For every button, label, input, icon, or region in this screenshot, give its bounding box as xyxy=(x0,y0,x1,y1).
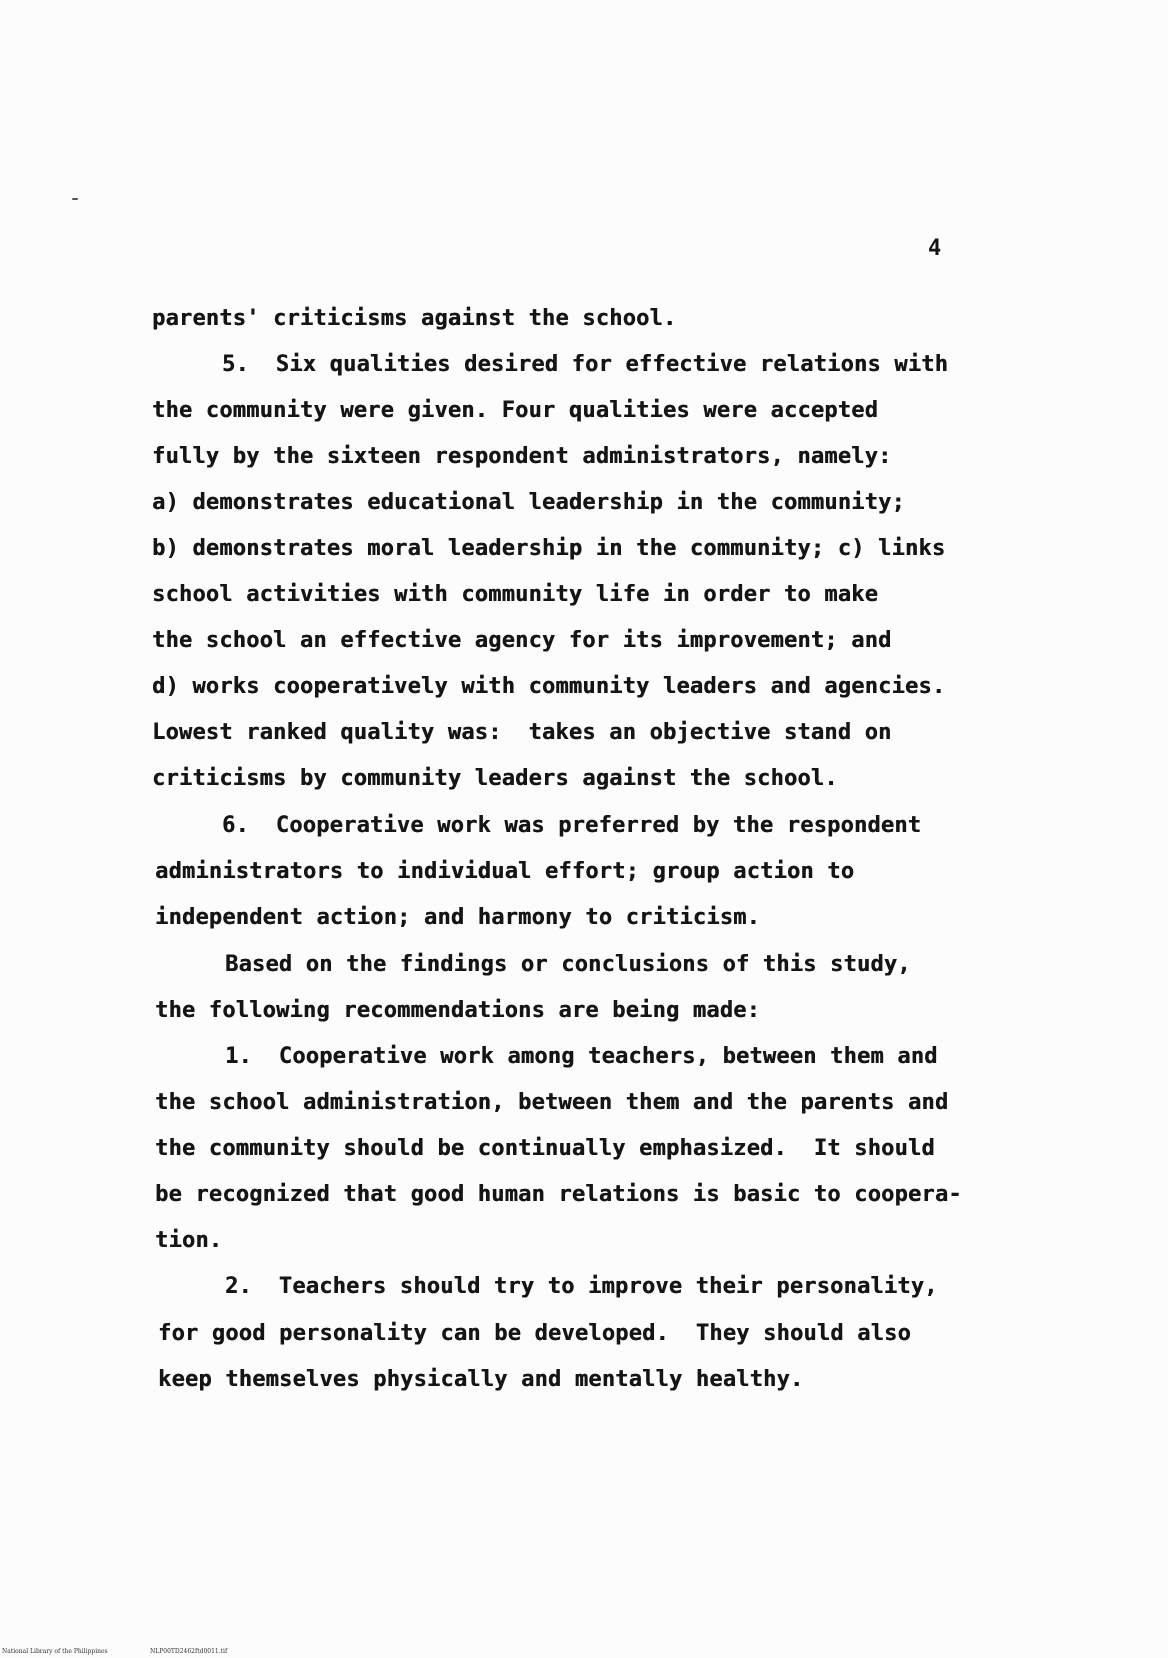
text-line: fully by the sixteen respondent administrators, namely: xyxy=(152,444,892,469)
text-line: be recognized that good human relations is basic to coopera- xyxy=(155,1182,962,1207)
footer-file-id: NLP00TD2462ftd0011.tif xyxy=(150,1648,228,1655)
text-line: 1. Cooperative work among teachers, between them and xyxy=(225,1044,938,1069)
text-line: 2. Teachers should try to improve their personality, xyxy=(225,1274,938,1299)
text-line: Lowest ranked quality was: takes an objective stand on xyxy=(152,720,892,745)
text-line: independent action; and harmony to criticism. xyxy=(155,905,761,930)
text-line: tion. xyxy=(155,1228,223,1253)
text-line: b) demonstrates moral leadership in the community; c) links xyxy=(152,536,946,561)
text-line: criticisms by community leaders against the school. xyxy=(152,766,838,791)
text-line: 5. Six qualities desired for effective relations with xyxy=(222,352,949,377)
text-line: for good personality can be developed. They should also xyxy=(158,1321,911,1346)
text-line: the school an effective agency for its improvement; and xyxy=(152,628,892,653)
text-line: the community should be continually emphasized. It should xyxy=(155,1136,935,1161)
text-line: keep themselves physically and mentally healthy. xyxy=(158,1367,804,1392)
scan-speck xyxy=(72,198,78,200)
text-line: Based on the findings or conclusions of this study, xyxy=(225,952,911,977)
text-line: 6. Cooperative work was preferred by the respondent xyxy=(222,813,922,838)
text-line: d) works cooperatively with community leaders and agencies. xyxy=(152,674,946,699)
text-line: school activities with community life in order to make xyxy=(152,582,879,607)
text-line: parents' criticisms against the school. xyxy=(152,306,677,331)
footer-library-credit: National Library of the Philippines xyxy=(2,1648,108,1655)
text-line: administrators to individual effort; group action to xyxy=(155,859,855,884)
text-line: a) demonstrates educational leadership in the community; xyxy=(152,490,905,515)
text-line: the following recommendations are being made: xyxy=(155,998,761,1023)
text-line: the school administration, between them and the parents and xyxy=(155,1090,949,1115)
text-line: the community were given. Four qualities were accepted xyxy=(152,398,879,423)
page-number: 4 xyxy=(928,236,942,261)
